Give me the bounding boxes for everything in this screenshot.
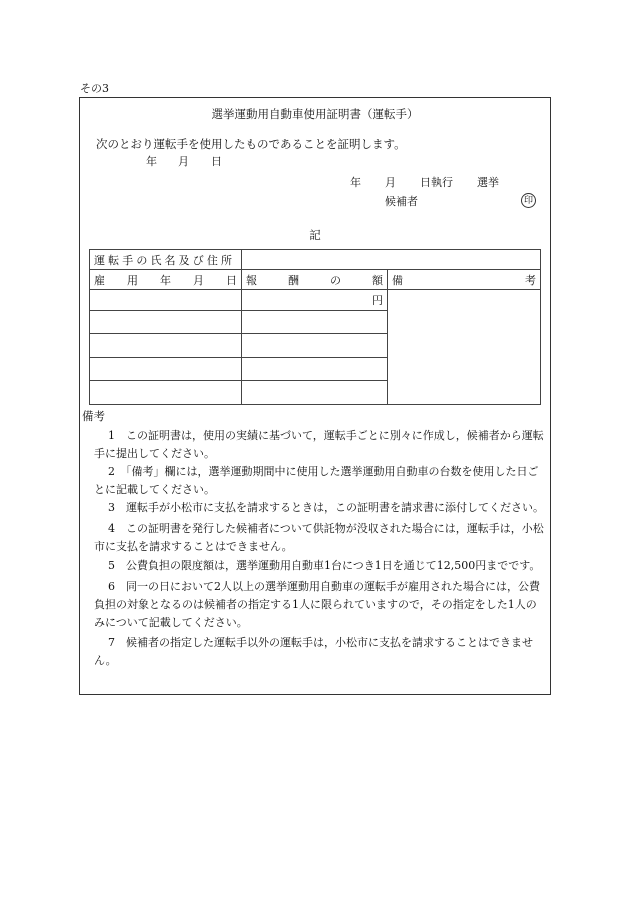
note-text: 運転手が小松市に支払を請求するときは，この証明書を請求書に添付してください。 (126, 501, 544, 514)
note-text: 同一の日において2人以上の選挙運動用自動車の運転手が雇用された場合には，公費負担の対象となるのは候補者の指定する1人に限られていますので，その指定をした1人のみについて記載してください。 (94, 580, 540, 629)
note-text: 候補者の指定した運転手以外の運転手は，小松市に支払を請求することはできません。 (94, 636, 533, 667)
form-number-label: その3 (80, 82, 109, 95)
note-number: 1 (108, 429, 115, 442)
election-type: 選挙 (477, 176, 499, 189)
employment-date-field[interactable] (90, 381, 242, 405)
note-number: 3 (108, 501, 115, 514)
note-number: 2 (108, 465, 115, 478)
seal-mark: 印 (521, 193, 536, 208)
note-item (94, 578, 546, 632)
yen-unit: 円 (372, 293, 383, 307)
remarks-header: 備 考 (388, 270, 541, 290)
note-number: 6 (108, 580, 115, 593)
date-year: 年 (146, 155, 157, 168)
document-title: 選挙運動用自動車使用証明書（運転手） (211, 107, 419, 121)
name-address-field[interactable] (242, 250, 541, 270)
election-day-exec: 日執行 (420, 176, 453, 189)
date-day: 日 (211, 155, 222, 168)
header-row (90, 270, 541, 290)
employment-date-field[interactable] (90, 334, 242, 358)
election-month: 月 (385, 176, 396, 189)
note-number: 4 (108, 522, 115, 535)
fee-field[interactable] (242, 310, 388, 334)
notes-heading: 備考 (82, 409, 105, 423)
candidate-label: 候補者 (385, 195, 418, 208)
employment-date-field[interactable] (90, 310, 242, 334)
fee-field[interactable] (242, 357, 388, 381)
driver-table (89, 249, 541, 405)
note-number: 7 (108, 636, 115, 649)
fee-field[interactable] (242, 334, 388, 358)
name-address-label-cell: 運 転 手 の 氏 名 及 び 住 所 (90, 250, 242, 270)
date-month: 月 (178, 155, 189, 168)
employment-date-header: 雇 用 年 月 日 (90, 270, 242, 290)
employment-date-field[interactable] (90, 290, 242, 311)
fee-field[interactable] (242, 290, 388, 311)
note-item (94, 463, 546, 499)
note-item (94, 557, 546, 575)
note-item (94, 427, 546, 463)
table-row (90, 290, 541, 311)
note-item (94, 634, 546, 670)
name-address-row (90, 250, 541, 270)
election-year: 年 (350, 176, 361, 189)
note-number: 5 (108, 559, 115, 572)
note-item (94, 499, 546, 517)
note-item (94, 520, 546, 556)
fee-field[interactable] (242, 381, 388, 405)
remarks-field[interactable] (388, 290, 541, 405)
ki-heading: 記 (309, 228, 321, 242)
note-text: 「備考」欄には，選挙運動期間中に使用した選挙運動用自動車の台数を使用した日ごとに記載してください。 (94, 465, 539, 496)
fee-header: 報 酬 の 額 (242, 270, 388, 290)
note-text: この証明書を発行した候補者について供託物が没収された場合には，運転手は，小松市に支払を請求することはできません。 (94, 522, 544, 553)
employment-date-field[interactable] (90, 357, 242, 381)
note-text: この証明書は，使用の実績に基づいて，運転手ごとに別々に作成し，候補者から運転手に提出してください。 (94, 429, 544, 460)
intro-text: 次のとおり運転手を使用したものであることを証明します。 (96, 137, 406, 151)
note-text: 公費負担の限度額は，選挙運動用自動車1台につき1日を通じて12,500円までです。 (126, 559, 541, 572)
